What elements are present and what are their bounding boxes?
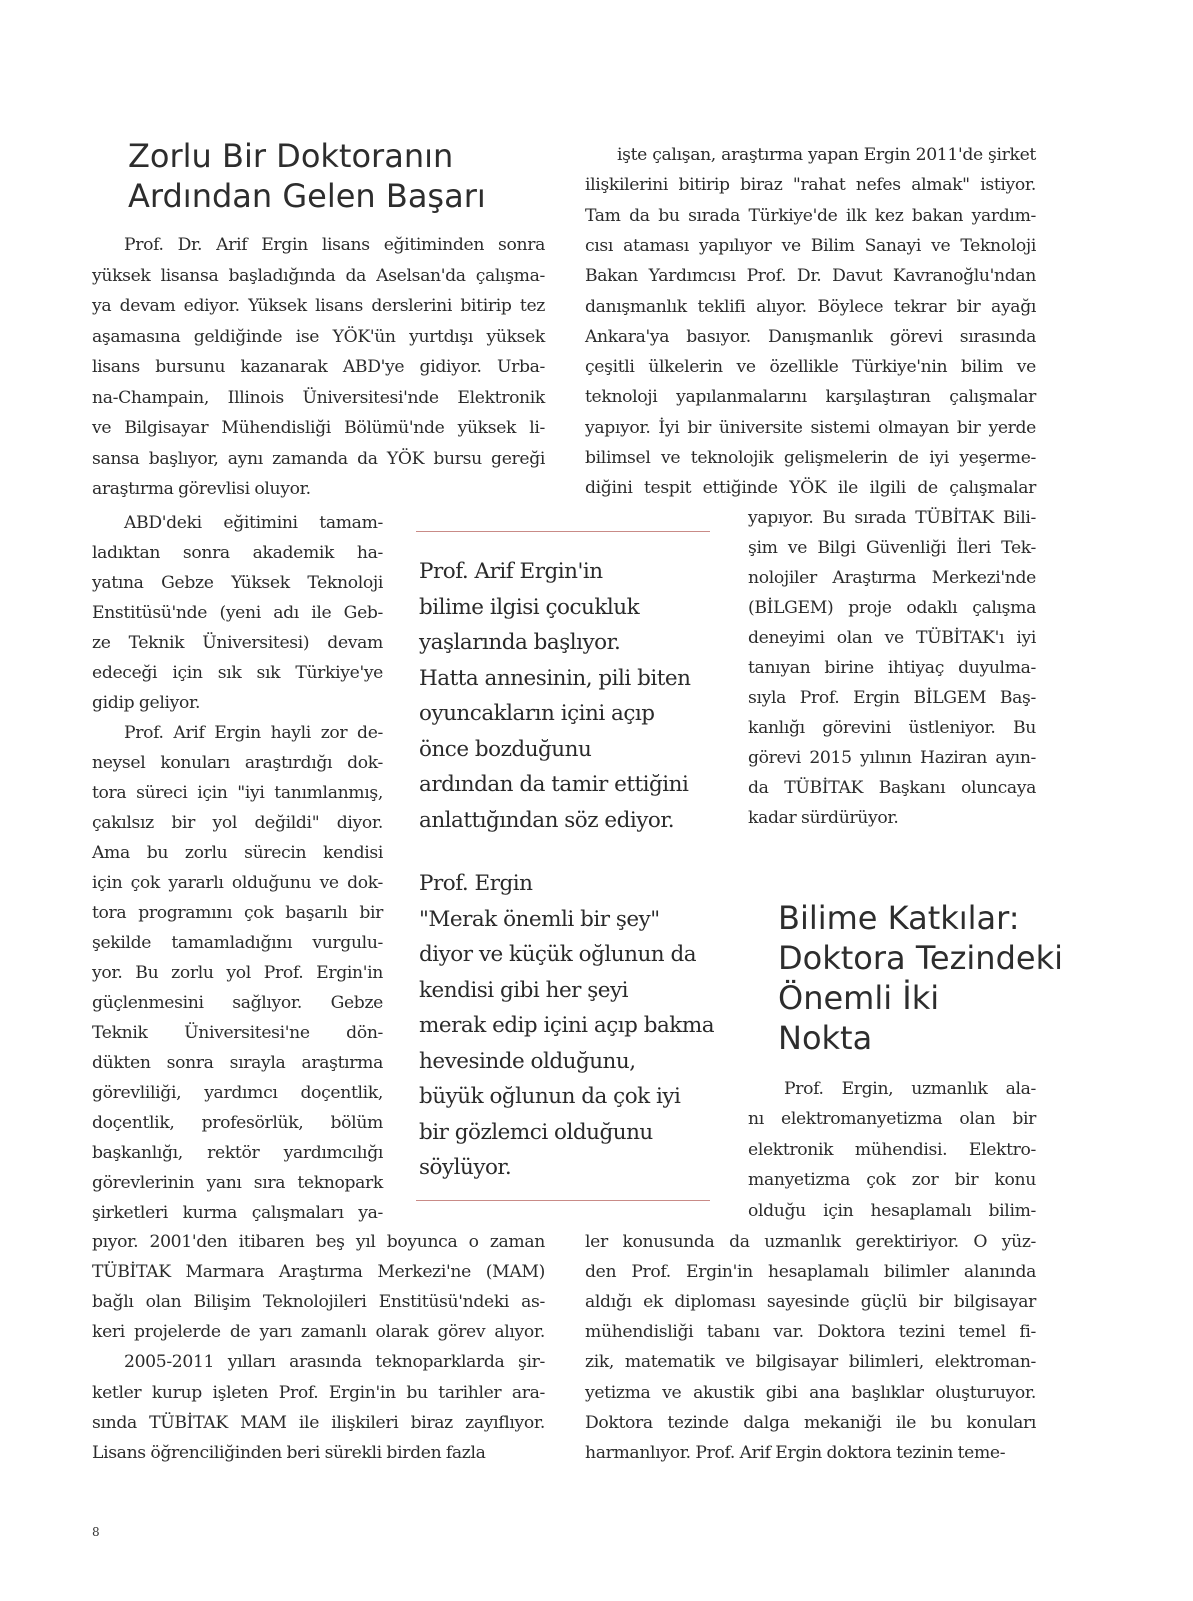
col1-line: dükten sonra sırayla araştırma — [92, 1053, 383, 1073]
col2-line: manyetizma çok zor bir konu — [748, 1170, 1036, 1191]
col2-line: Prof. Ergin, uzmanlık ala- — [784, 1079, 1036, 1099]
col1-line: edeceği için sık sık Türkiye'ye — [92, 663, 383, 683]
col1-line: na-Champain, Illinois Üniversitesi'nde Elektronik — [92, 387, 545, 408]
col2-line: diğini tespit ettiğinde YÖK ile ilgili de çalışmalar — [585, 478, 1036, 499]
page-number: 8 — [92, 1525, 100, 1539]
col2-line: ilişkilerini bitirip biraz "rahat nefes almak" istiyor. — [585, 175, 1036, 196]
col2-line: Bakan Yardımcısı Prof. Dr. Davut Kavranoğlu'ndan — [585, 266, 1036, 287]
col1-line: 2005-2011 yılları arasında teknoparklarda şir- — [124, 1352, 545, 1373]
col1-line: bağlı olan Bilişim Teknolojileri Enstitüsü'ndeki as- — [92, 1292, 545, 1313]
col2-line: olduğu için hesaplamalı bilim- — [748, 1200, 1036, 1221]
col2-line: da TÜBİTAK Başkanı oluncaya — [748, 778, 1036, 798]
pullquote-line: söylüyor. — [419, 1155, 512, 1180]
pullquote-line: bir gözlemci olduğunu — [419, 1119, 653, 1145]
col1-line: Enstitüsü'nde (yeni adı ile Geb- — [92, 603, 383, 623]
pullquote-line: bilime ilgisi çocukluk — [419, 594, 640, 620]
col1-line: görevliliği, yardımcı doçentlik, — [92, 1083, 383, 1103]
pullquote-line: önce bozduğunu — [419, 736, 592, 762]
col1-line: neysel konuları araştırdığı dok- — [92, 753, 383, 773]
col2-line: Ankara'ya basıyor. Danışmanlık görevi sırasında — [585, 326, 1036, 347]
col1-line: yor. Bu zorlu yol Prof. Ergin'in — [92, 963, 383, 983]
col2-line: Tam da bu sırada Türkiye'de ilk kez bakan yardım- — [585, 205, 1036, 226]
col2-line: Doktora tezinde dalga mekaniği ile bu konuları — [585, 1412, 1036, 1433]
col1-line: için çok yararlı olduğunu ve dok- — [92, 873, 383, 893]
col1-line: tora süreci için "iyi tanımlanmış, — [92, 783, 383, 803]
article-heading-line-2: Ardından Gelen Başarı — [128, 177, 486, 215]
col1-line: sında TÜBİTAK MAM ile ilişkileri biraz zayıflıyor. — [92, 1412, 545, 1433]
col1-line: pıyor. 2001'den itibaren beş yıl boyunca o zaman — [92, 1232, 545, 1252]
col2-line: danışmanlık teklifi alıyor. Böylece tekrar bir ayağı — [585, 296, 1036, 317]
col2-line: bilimsel ve teknolojik gelişmelerin de iyi yeşerme- — [585, 448, 1036, 468]
col2-line: ler konusunda da uzmanlık gerektiriyor. O yüz- — [585, 1232, 1036, 1252]
col2-line: nı elektromanyetizma olan bir — [748, 1109, 1036, 1130]
article-heading-line-1: Zorlu Bir Doktoranın — [128, 137, 454, 175]
col1-line: yatına Gebze Yüksek Teknoloji — [92, 573, 383, 593]
col1-line: TÜBİTAK Marmara Araştırma Merkezi'ne (MAM) — [92, 1262, 545, 1283]
col1-line: Lisans öğrenciliğinden beri sürekli birden fazla — [92, 1442, 486, 1463]
col1-line: şekilde tamamladığını vurgulu- — [92, 933, 383, 953]
col1-line: şirketleri kurma çalışmaları ya- — [92, 1203, 383, 1223]
col1-line: çakılsız bir yol değildi" diyor. — [92, 813, 383, 833]
col2-line: tanıyan birine ihtiyaç duyulma- — [748, 658, 1036, 678]
col1-line: aşamasına geldiğinde ise YÖK'ün yurtdışı yüksek — [92, 326, 545, 347]
pullquote-line: hevesinde olduğunu, — [419, 1048, 636, 1074]
col2-line: elektronik mühendisi. Elektro- — [748, 1139, 1036, 1160]
pullquote-line: Prof. Arif Ergin'in — [419, 559, 603, 584]
col2-line: teknoloji yapılanmalarını karşılaştıran çalışmalar — [585, 387, 1036, 408]
col2-line: mühendisliği tabanı var. Doktora tezini temel fi- — [585, 1322, 1036, 1343]
col1-line: Prof. Arif Ergin hayli zor de- — [124, 723, 383, 743]
pullquote-line: Hatta annesinin, pili biten — [419, 665, 691, 691]
pullquote-line: merak edip içini açıp bakma — [419, 1013, 715, 1038]
col2-line: (BİLGEM) proje odaklı çalışma — [748, 598, 1036, 618]
pullquote-line: diyor ve küçük oğlunun da — [419, 942, 697, 967]
col2-line: yapıyor. Bu sırada TÜBİTAK Bili- — [748, 508, 1036, 528]
col2-line: kadar sürdürüyor. — [748, 808, 899, 828]
col2-line: kanlığı görevini üstleniyor. Bu — [748, 718, 1036, 738]
col1-line: ketler kurup işleten Prof. Ergin'in bu tarihler ara- — [92, 1382, 545, 1403]
col2-line: aldığı ek diploması sayesinde güçlü bir bilgisayar — [585, 1292, 1036, 1313]
col1-line: ABD'deki eğitimini tamam- — [124, 513, 383, 533]
pullquote-line: büyük oğlunun da çok iyi — [419, 1084, 681, 1109]
col2-line: yetizma ve akustik gibi ana başlıklar oluşturuyor. — [585, 1382, 1036, 1403]
col1-line: Ama bu zorlu sürecin kendisi — [92, 843, 383, 863]
col1-line: keri projelerde de yarı zamanlı olarak görev alıyor. — [92, 1322, 545, 1343]
pullquote-line: "Merak önemli bir şey" — [419, 906, 660, 932]
pullquote-line: oyuncakların içini açıp — [419, 701, 655, 726]
col1-line: ze Teknik Üniversitesi) devam — [92, 633, 383, 653]
col2-line: görevi 2015 yılının Haziran ayın- — [748, 748, 1036, 768]
col2-line: şim ve Bilgi Güvenliği İleri Tek- — [748, 538, 1036, 558]
pullquote-line: yaşlarında başlıyor. — [419, 630, 621, 655]
pullquote-line: Prof. Ergin — [419, 871, 533, 896]
section-heading-line-1: Bilime Katkılar: — [778, 899, 1020, 937]
col2-line: den Prof. Ergin'in hesaplamalı bilimler alanında — [585, 1262, 1036, 1283]
col1-line: güçlenmesini sağlıyor. Gebze — [92, 993, 383, 1013]
col2-line: çeşitli ülkelerin ve özellikle Türkiye'nin bilim ve — [585, 357, 1036, 378]
col1-line: lisans bursunu kazanarak ABD'ye gidiyor. Urba- — [92, 357, 545, 377]
col1-line: ya devam ediyor. Yüksek lisans derslerini bitirip tez — [92, 296, 545, 316]
section-heading-line-2: Doktora Tezindeki — [778, 939, 1063, 977]
pullquote-line: kendisi gibi her şeyi — [419, 977, 629, 1003]
col1-line: sansa başlıyor, aynı zamanda da YÖK bursu gereği — [92, 448, 545, 469]
col1-line: görevlerinin yanı sıra teknopark — [92, 1173, 383, 1193]
col1-line: gidip geliyor. — [92, 693, 201, 713]
section-heading-line-3: Önemli İki — [778, 979, 940, 1017]
col1-line: araştırma görevlisi oluyor. — [92, 479, 311, 499]
col2-line: deneyimi olan ve TÜBİTAK'ı iyi — [748, 628, 1036, 648]
pullquote-rule-bottom — [416, 1200, 710, 1201]
pullquote-line: anlattığından söz ediyor. — [419, 807, 675, 833]
col1-line: Teknik Üniversitesi'ne dön- — [92, 1023, 383, 1043]
col2-line: yapıyor. İyi bir üniversite sistemi olmayan bir yerde — [585, 417, 1036, 438]
pullquote-rule-top — [416, 531, 710, 532]
col1-line: Prof. Dr. Arif Ergin lisans eğitiminden sonra — [124, 235, 545, 255]
col2-line: cısı ataması yapılıyor ve Bilim Sanayi ve Teknoloji — [585, 235, 1036, 256]
col1-line: doçentlik, profesörlük, bölüm — [92, 1113, 383, 1133]
col1-line: başkanlığı, rektör yardımcılığı — [92, 1143, 383, 1163]
col2-line: nolojiler Araştırma Merkezi'nde — [748, 568, 1036, 588]
col2-line: harmanlıyor. Prof. Arif Ergin doktora tezinin teme- — [585, 1442, 1006, 1463]
pullquote-line: ardından da tamir ettiğini — [419, 772, 689, 797]
col1-line: ve Bilgisayar Mühendisliği Bölümü'nde yüksek li- — [92, 418, 545, 438]
col1-line: ladıktan sonra akademik ha- — [92, 543, 383, 563]
col2-line: zik, matematik ve bilgisayar bilimleri, elektroman- — [585, 1352, 1036, 1373]
col2-line: sıyla Prof. Ergin BİLGEM Baş- — [748, 688, 1036, 708]
col1-line: yüksek lisansa başladığında da Aselsan'da çalışma- — [92, 265, 545, 286]
col2-line: işte çalışan, araştırma yapan Ergin 2011'de şirket — [617, 145, 1036, 165]
section-heading-line-4: Nokta — [778, 1019, 873, 1057]
col1-line: tora programını çok başarılı bir — [92, 903, 383, 923]
